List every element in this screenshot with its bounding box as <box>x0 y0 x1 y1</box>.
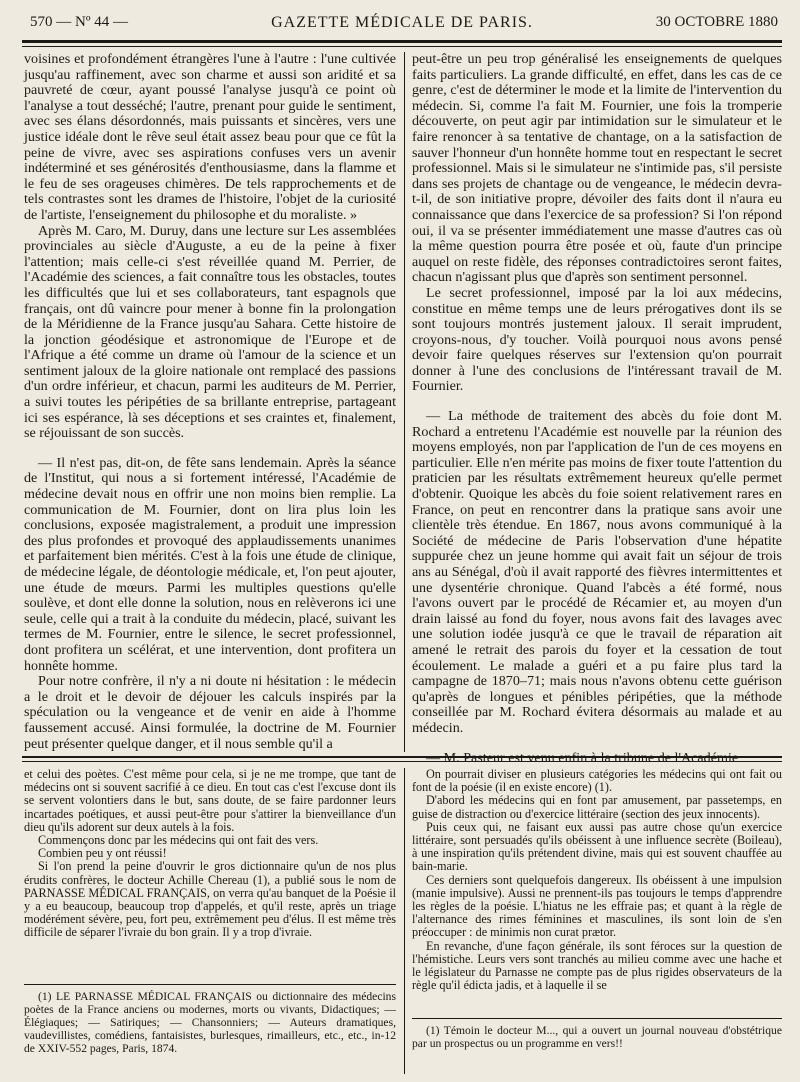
paragraph: Pour notre confrère, il n'y a ni doute ni hésitation : le médecin a le droit et le devoir de déjouer les calculs inspirés par la spéculation ou la vengeance et de venir en aide à l'homme faussement accusé. Ainsi formulée, la doctrine de M. Fournier peut présenter quelque danger, et il nous semble qu'il a <box>24 673 396 752</box>
footnote-text: (1) Témoin le docteur M..., qui a ouvert un journal nouveau d'obstétrique par un prospectus ou un programme en vers!! <box>412 1024 782 1050</box>
footnote-text: (1) LE PARNASSE MÉDICAL FRANÇAIS ou dictionnaire des médecins poètes de la France anciens ou modernes, morts ou vivants, Didactiques; — Élégiaques; — Satiriques; — Chansonniers; — Auteurs dramatiques, vaudevillistes, comédiens, fantaisistes, burlesques, rimailleurs, etc., etc., in-12 de XXIV-552 pages, Paris, 1874. <box>24 990 396 1055</box>
issue-date: 30 OCTOBRE 1880 <box>655 14 778 30</box>
paragraph: — Il n'est pas, dit-on, de fête sans lendemain. Après la séance de l'Institut, qui nous a si fortement intéressé, l'Académie de médecine devait nous en offrir une non moins bien remplie. La communication de M. Fournier, dont on lira plus loin les conclusions, exposée magistralement, a produit une impression des plus profondes et provoqué des applaudissements unanimes et parfaitement bien mérités. C'est à la fois une étude de clinique, de médecine légale, de déontologie médicale, et, l'on peut ajouter, une étude de mœurs. Parmi les multiples questions qu'elle soulève, et dont elle donne la solution, nous en relèverons ici une seule, celle qui a trait à la conduite du médecin, placé, suivant les termes de M. Fournier, entre le silence, le secret professionnel, dont profitera un scélérat, et une intervention, dont profitera un honnête homme. <box>24 454 396 674</box>
feuilleton-rule-1 <box>22 756 782 758</box>
feuilleton-rule-2 <box>22 761 782 762</box>
paragraph: Combien peu y ont réussi! <box>38 846 167 861</box>
paragraph: Si l'on prend la peine d'ouvrir le gros dictionnaire qu'un de nos plus érudits confrères, le docteur Achille Chereau (1), a publié sous le nom de PARNASSE MÉDICAL FRANÇAIS, on verra qu'au banquet de la Poésie il y a eu beaucoup, beaucoup trop d'appelés, et qu'il reste, après un triage modérément sévère, peu, fort peu, extrêmement peu d'élus. Il est même très difficile de séparer l'ivraie du bon grain. Il y a trop d'ivraie. <box>24 859 396 940</box>
paragraph: Commençons donc par les médecins qui ont fait des vers. <box>38 833 319 848</box>
column-divider <box>404 768 405 1074</box>
header-rule-thick <box>22 40 782 43</box>
paragraph: — La méthode de traitement des abcès du foie dont M. Rochard a entretenu l'Académie est nouvelle par la réunion des moyens employés, non par l'application de l'un de ces moyens en particulier. Elle n'en mérite pas moins de fixer toute l'attention du praticien par les résultats extrêmement heureux qu'elle permet d'obtenir. Quoique les abcès du foie soient relativement rares en France, on peut en rencontrer dans la pratique sans avoir une clientèle très étendue. En 1867, nous avons communiqué à la Société de médecine de Paris l'observation d'une hépatite suppurée chez un jeune homme qui avait fait un séjour de trois ans au Sénégal, d'où il avait rapporté des fièvres intermittentes et une dysentérie chronique. Quand l'abcès a été formé, nous l'avons ouvert par le procédé de Récamier et, au moyen d'un drain laissé au fond du foyer, nous avons fait des lavages avec une solution iodée jusqu'à ce que le travail de réparation ait amené le retrait des parois du foyer et la cessation de tout écoulement. Le malade a guéri et a pu faire plus tard la campagne de 1870–71; mais nous n'avons obtenu cette guérison qu'après de longues et pénibles péripéties, que la méthode conseillée par M. Rochard évitera désormais au malade et au médecin. <box>412 408 782 736</box>
footnote-left <box>24 990 396 1074</box>
column-divider <box>404 52 405 752</box>
paragraph: Ces derniers sont quelquefois dangereux. Ils obéissent à une impulsion (manie impulsive). Aussi ne prennent-ils pas toujours le temps d'apprendre les règles de la poésie. L'hiatus ne les effraie pas; et quant à la règle de l'alternance des rimes féminines et masculines, ils sont loin de s'en préoccuper : de minimis non curat prætor. <box>412 872 782 940</box>
page-number: 570 — Nº 44 — <box>30 14 128 30</box>
paragraph: voisines et profondément étrangères l'une à l'autre : l'une cultivée jusqu'au raffinement, avec son charme et aussi son aridité et sa pauvreté de cœur, ayant poussé l'analyse jusqu'à ce point où l'analyse a tout desséché; l'autre, prenant pour guide le sentiment, avec ses élans désordonnés, mais puissants et sincères, vers une justice idéale dont le rêve seul était assez beau pour que ce fût la peine de vivre, avec ses aspirations confuses vers un avenir indéterminé et ses générosités d'enthousiasme, dans la flamme et le feu de ses orageuses chimères. De tels rapprochements et de tels contrastes sont les drames de l'histoire, l'objet de la curiosité de l'artiste, l'enseignement du philosophe et du moraliste. » <box>24 51 396 223</box>
main-right-column <box>412 52 782 752</box>
paragraph: peut-être un peu trop généralisé les enseignements de quelques faits particuliers. La grande difficulté, en effet, dans les cas de ce genre, c'est de déterminer le mode et la limite de l'intervention du médecin. Si, comme l'a fait M. Fournier, une fois la tromperie découverte, on peut agir par intimidation sur le simulateur et le faire renoncer à sa tentative de chantage, on a la satisfaction de sauver l'honneur d'un honnête homme tout en respectant le secret professionnel. Mais si le simulateur ne s'intimide pas, s'il persiste dans ses projets de chantage ou de vengeance, le médecin devra-t-il, de son initiative propre, dévoiler des faits dont il n'aura eu connaissance que dans l'exercice de sa profession? Si l'on répond oui, il va se présenter immédiatement une masse d'autres cas où la même question pourra être posée et où, faute d'un principe auquel on reste fidèle, des réponses contradictoires seront faites, chacun n'agissant plus que d'après son sentiment personnel. <box>412 51 782 286</box>
footnote-right <box>412 1024 782 1074</box>
feuilleton-right-column <box>412 768 782 1012</box>
paragraph: Le secret professionnel, imposé par la loi aux médecins, constitue en même temps une de leurs prérogatives dont ils se sont toujours montrés justement jaloux. Il serait imprudent, croyons-nous, d'y toucher. Voilà pourquoi nous avons pensé devoir faire quelques réserves sur l'extension qu'on pourrait donner à l'une des conclusions de l'intéressant travail de M. Fournier. <box>412 284 782 395</box>
paragraph: D'abord les médecins qui en font par amusement, par passetemps, en guise de distraction ou d'exercice littéraire (section des jeux innocents). <box>412 793 782 821</box>
paragraph: Après M. Caro, M. Duruy, dans une lecture sur Les assemblées provinciales au siècle d'Auguste, a eu de la peine à fixer l'attention; mais celle-ci s'est réveillée quand M. Perrier, de l'Académie des sciences, a fait connaître tous les obstacles, toutes les difficultés que lui et ses collaborateurs, tant espagnols que français, ont dû vaincre pour mener à bonne fin la prolongation de la Méridienne de la France jusqu'au Sahara. Cette histoire de la jonction géodésique et astronomique de l'Europe et de l'Afrique a été comme un drame où l'amour de la science et un sentiment jaloux de la gloire nationale ont remplacé des passions d'un ordre inférieur, et chacun, parmi les auditeurs de M. Perrier, a suivi toutes les péripéties de sa brillante entreprise, partageant ici ses espérance, là ses déceptions et ses craintes et, finalement, se réjouissant de son succès. <box>24 222 396 442</box>
main-left-column <box>24 52 396 752</box>
header-rule-thin <box>22 46 782 47</box>
feuilleton-left-column <box>24 768 396 980</box>
paragraph: et celui des poètes. C'est même pour cela, si je ne me trompe, que tant de médecins ont si souvent sacrifié à ce dieu. En tout cas c'est l'excuse dont ils se servent volontiers dans le but, sans doute, de se faire pardonner leurs incartades poétiques, et aussi peut-être pour s'attirer la bienveillance d'un dieu qu'ils adorent sur deux autels à la fois. <box>24 767 396 834</box>
paragraph: On pourrait diviser en plusieurs catégories les médecins qui ont fait ou font de la poésie (il en existe encore) (1). <box>412 767 782 795</box>
journal-title: GAZETTE MÉDICALE DE PARIS. <box>271 14 533 31</box>
paragraph: En revanche, d'une façon générale, ils sont féroces sur la question de l'hémistiche. Leurs vers sont tranchés au milieu comme avec une hache et le législateur du Parnasse ne compte pas de plus rigides observateurs de la règle qu'il édicta jadis, et à laquelle il se <box>412 938 782 993</box>
paragraph: Puis ceux qui, ne faisant eux aussi pas autre chose qu'un exercice littéraire, sont persuadés qu'ils obéissent à une influence secrète (Boileau), à une inspiration qu'ils prétendent divine, mais qui est souvent chauffée au bain-marie. <box>412 819 782 874</box>
page-header <box>22 10 782 36</box>
paragraph <box>412 751 782 767</box>
footnote-rule-right <box>412 1018 782 1019</box>
footnote-rule-left <box>24 984 396 985</box>
